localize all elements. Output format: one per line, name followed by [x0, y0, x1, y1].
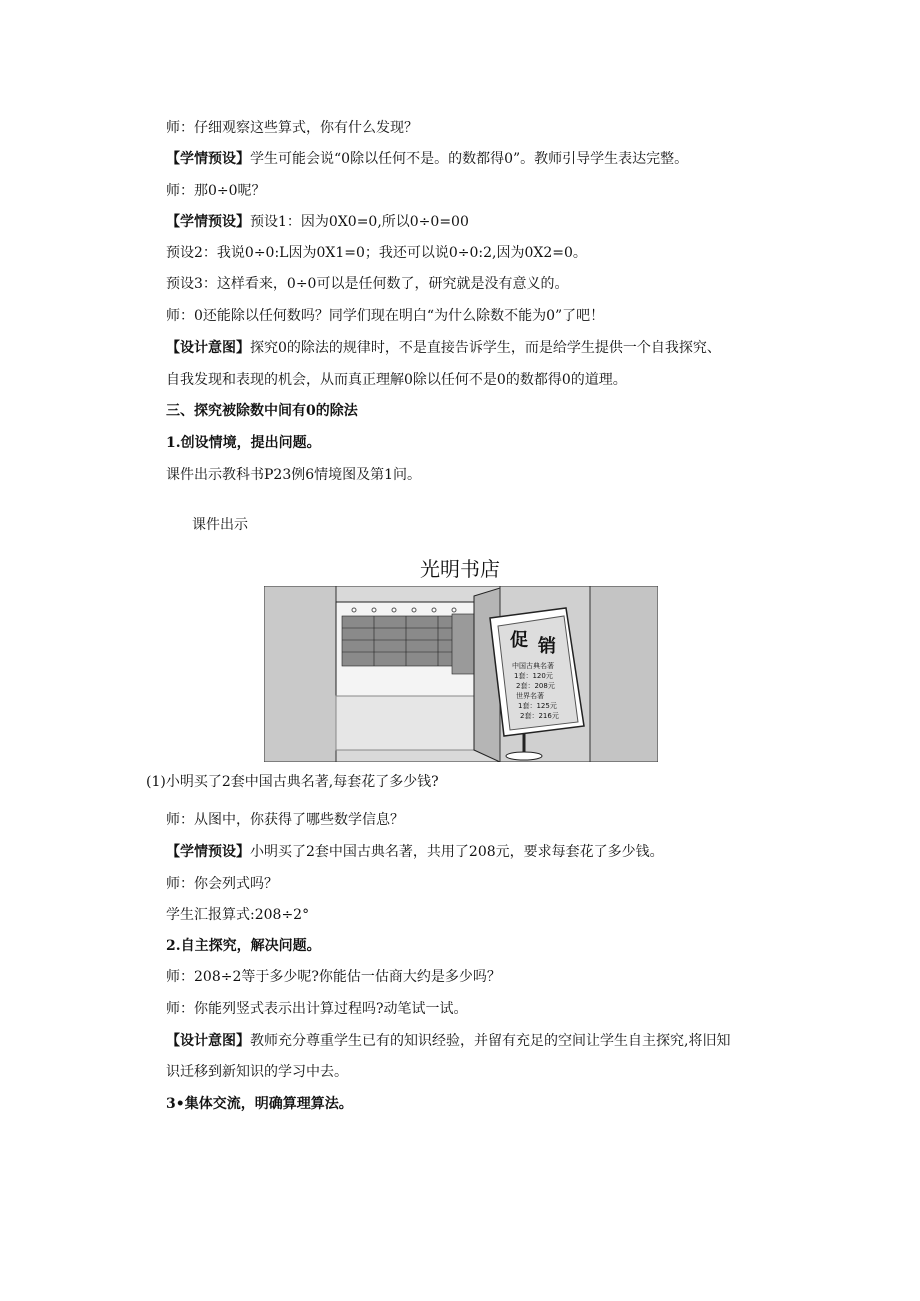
paragraph-line	[166, 1031, 730, 1051]
paragraph-line	[166, 1062, 348, 1082]
line-text: 师：208÷2等于多少呢?你能估一估商大约是多少吗？	[166, 969, 501, 985]
section-heading	[166, 401, 358, 421]
sign-line: 2套：216元	[520, 712, 559, 720]
line-text: 探究0的除法的规律时，不是直接告诉学生，而是给学生提供一个自我探究、	[250, 340, 721, 356]
bookshelf	[342, 614, 478, 674]
subsection-heading	[166, 1094, 353, 1114]
label-prefix: 【学情预设】	[166, 844, 250, 860]
sign-char: 销	[538, 636, 556, 657]
line-text: 预设3：这样看来，0÷0可以是任何数了，研究就是没有意义的。	[166, 276, 569, 292]
line-text: 自我发现和表现的机会，从而真正理解0除以任何不是0的数都得0的道理。	[166, 372, 627, 388]
sign-line: 中国古典名著	[512, 662, 554, 670]
sign-line: 1套：125元	[518, 702, 557, 710]
label-prefix: 【学情预设】	[166, 214, 250, 230]
paragraph-line	[166, 874, 278, 894]
heading-text: 3•集体交流，明确算理算法。	[166, 1096, 353, 1112]
paragraph-line	[166, 967, 501, 987]
paragraph-line	[166, 842, 664, 862]
line-text: 识迁移到新知识的学习中去。	[166, 1064, 348, 1080]
paragraph-line	[166, 370, 627, 390]
bookstore-illustration	[264, 586, 658, 762]
paragraph-line	[166, 181, 266, 201]
paragraph-line	[166, 243, 587, 263]
sign-line: 世界名著	[516, 692, 544, 700]
sign-char: 促	[510, 630, 528, 651]
paragraph-line	[166, 274, 568, 294]
line-text: 师：0还能除以任何数吗？同学们现在明白“为什么除数不能为0”了吧！	[166, 308, 605, 324]
line-text: 学生可能会说“0除以任何不是。的数都得0”。教师引导学生表达完整。	[250, 151, 689, 167]
line-text: 教师充分尊重学生已有的知识经验，并留有充足的空间让学生自主探究,将旧知	[250, 1033, 731, 1049]
store-title: 光明书店	[420, 557, 500, 581]
line-text: 师：你会列式吗？	[166, 876, 278, 892]
question-line: (1)小明买了2套中国古典名著,每套花了多少钱?	[146, 774, 439, 790]
line-text: 小明买了2套中国古典名著，共用了208元，要求每套花了多少钱。	[250, 844, 664, 860]
paragraph-line	[166, 338, 721, 358]
label-prefix: 【设计意图】	[166, 1033, 250, 1049]
line-text: 师：从图中，你获得了哪些数学信息？	[166, 812, 404, 828]
paragraph-line	[166, 465, 421, 485]
heading-text: 三、探究被除数中间有0的除法	[166, 403, 358, 419]
line-text: 师：你能列竖式表示出计算过程吗?动笔试一试。	[166, 1001, 468, 1017]
label-prefix: 【学情预设】	[166, 151, 250, 167]
line-text: 师：仔细观察这些算式，你有什么发现？	[166, 120, 418, 136]
subsection-heading	[166, 433, 321, 453]
label-prefix: 【设计意图】	[166, 340, 250, 356]
heading-text: 2.自主探究，解决问题。	[166, 938, 321, 954]
paragraph-line	[166, 905, 309, 925]
paragraph-line	[166, 212, 469, 232]
paragraph-line	[166, 999, 468, 1019]
heading-text: 1.创设情境，提出问题。	[166, 435, 321, 451]
paragraph-line	[166, 149, 688, 169]
subsection-heading	[166, 936, 321, 956]
line-text: 学生汇报算式:208÷2°	[166, 907, 310, 923]
line-text: 课件出示教科书P23例6情境图及第1问。	[166, 467, 422, 483]
line-text: 师：那0÷0呢？	[166, 183, 266, 199]
paragraph-line	[166, 810, 404, 830]
caption: 课件出示	[192, 517, 248, 533]
line-text: 预设1：因为0X0=0,所以0÷0=00	[250, 214, 469, 230]
sign-line: 2套：208元	[516, 682, 555, 690]
sign-line: 1套：120元	[514, 672, 553, 680]
paragraph-line	[166, 118, 418, 138]
line-text: 预设2：我说0÷0:L因为0X1=0；我还可以说0÷0:2,因为0X2=0。	[166, 245, 587, 261]
paragraph-line	[166, 306, 604, 326]
